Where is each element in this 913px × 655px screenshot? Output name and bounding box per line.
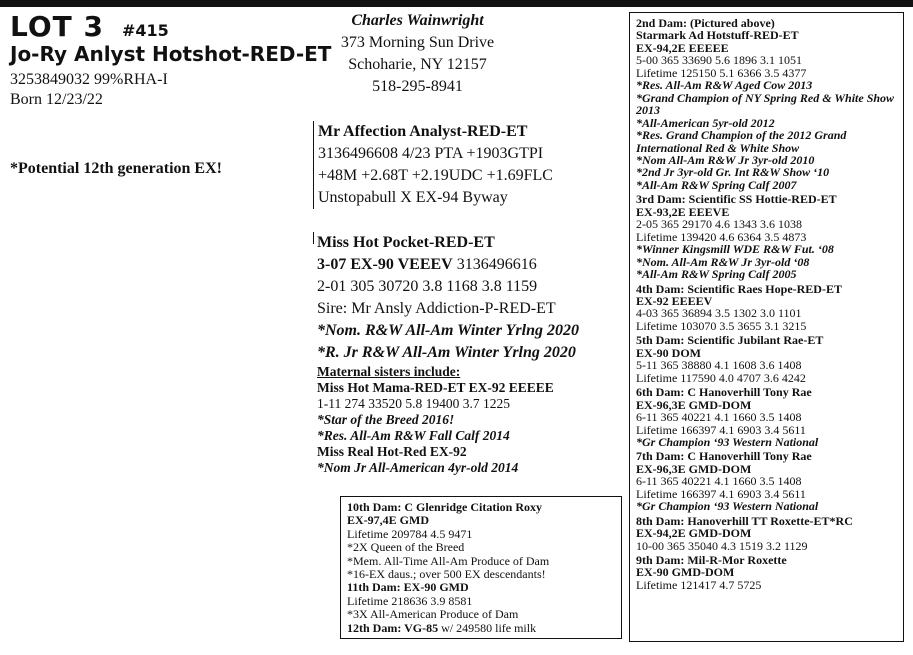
dam7-class: EX-96,3E GMD-DOM <box>636 461 752 476</box>
dam2-honor1: *Res. All-Am R&W Aged Cow 2013 <box>636 78 813 93</box>
top-rule <box>0 0 913 7</box>
dam7-lifetime: Lifetime 166397 4.1 6903 3.4 5611 <box>636 486 806 501</box>
breeder-block <box>320 10 515 98</box>
sister1-honor1: *Star of the Breed 2016! <box>317 412 455 427</box>
dam-sire: Sire: Mr Ansly Addiction-P-RED-ET <box>317 300 556 317</box>
birth-date: Born 12/23/22 <box>10 91 103 108</box>
dam12-title: 12th Dam: VG-85 <box>347 620 439 635</box>
sire-name: Mr Affection Analyst-RED-ET <box>318 123 528 140</box>
dam-block <box>317 232 627 476</box>
dam-honor2: *R. Jr R&W All-Am Winter Yrlng 2020 <box>317 344 576 361</box>
dam3-entry <box>636 193 897 280</box>
dam2-honor3: *All-American 5yr-old 2012 <box>636 115 775 130</box>
dam6-lifetime: Lifetime 166397 4.1 6903 3.4 5611 <box>636 422 806 437</box>
dam4-entry <box>636 283 897 333</box>
dam-honor1: *Nom. R&W All-Am Winter Yrlng 2020 <box>317 322 579 339</box>
dam12-line <box>347 622 617 635</box>
potential-note: *Potential 12th generation EX! <box>10 160 222 177</box>
dam12-rest: w/ 249580 life milk <box>438 620 537 635</box>
dam10-lifetime: Lifetime 209784 4.5 9471 <box>347 526 473 541</box>
dam6-record: 6-11 365 40221 4.1 1660 3.5 1408 <box>636 410 802 425</box>
breeder-address2: Schoharie, NY 12157 <box>348 56 487 73</box>
dam7-entry <box>636 450 897 512</box>
dam8-entry <box>636 515 897 552</box>
dam-record: 2-01 305 30720 3.8 1168 3.8 1159 <box>317 278 538 295</box>
dam3-honor2: *Nom. All-Am R&W Jr 3yr-old ‘08 <box>636 254 810 269</box>
maternal-header: Maternal sisters include: <box>317 364 461 379</box>
dam6-title: 6th Dam: C Hanoverhill Tony Rae <box>636 385 812 400</box>
sister2-name: Miss Real Hot-Red EX-92 <box>317 444 467 459</box>
dam2-honor7: *All-Am R&W Spring Calf 2007 <box>636 177 797 192</box>
dam-name: Miss Hot Pocket-RED-ET <box>317 234 495 251</box>
dam8-record: 10-00 365 35040 4.3 1519 3.2 1129 <box>636 538 808 553</box>
dam2-honor2: *Grand Champion of NY Spring Red & White Show 2013 <box>636 90 895 118</box>
dam-line1 <box>317 254 627 276</box>
dam4-title: 4th Dam: Scientific Raes Hope-RED-ET <box>636 281 842 296</box>
dam8-class: EX-94,2E GMD-DOM <box>636 526 752 541</box>
dam11-note: *3X All-American Produce of Dam <box>347 607 519 622</box>
maternal-sisters <box>317 364 627 476</box>
dam9-entry <box>636 554 897 591</box>
dam5-class: EX-90 DOM <box>636 345 701 360</box>
sire-line2: +48M +2.68T +2.19UDC +1.69FLC <box>318 167 553 184</box>
breeder-name: Charles Wainwright <box>351 12 484 29</box>
sire-line3: Unstopabull X EX-94 Byway <box>318 189 508 206</box>
dam6-entry <box>636 386 897 448</box>
dam3-honor3: *All-Am R&W Spring Calf 2005 <box>636 267 797 282</box>
dam9-class: EX-90 GMD-DOM <box>636 565 735 580</box>
dam5-title: 5th Dam: Scientific Jubilant Rae-ET <box>636 333 824 348</box>
dam3-lifetime: Lifetime 139420 4.6 6364 3.5 4873 <box>636 229 807 244</box>
dam4-record: 4-03 365 36894 3.5 1302 3.0 1101 <box>636 306 802 321</box>
dam2-lifetime: Lifetime 125150 5.1 6366 3.5 4377 <box>636 65 807 80</box>
sire-block <box>313 121 618 209</box>
dam3-record: 2-05 365 29170 4.6 1343 3.6 1038 <box>636 217 802 232</box>
sister1-record: 1-11 274 33520 5.8 19400 3.7 1225 <box>317 396 510 411</box>
dam11-title: 11th Dam: EX-90 GMD <box>347 580 469 595</box>
dam3-title: 3rd Dam: Scientific SS Hottie-RED-ET <box>636 192 837 207</box>
lot-label: LOT 3 <box>10 10 104 43</box>
dam11-lifetime: Lifetime 218636 3.9 8581 <box>347 593 473 608</box>
breeder-phone: 518-295-8941 <box>372 78 463 95</box>
dam10-note3: *16-EX daus.; over 500 EX descendants! <box>347 567 546 582</box>
dam8-title: 8th Dam: Hanoverhill TT Roxette-ET*RC <box>636 513 853 528</box>
dam3-honor1: *Winner Kingsmill WDE R&W Fut. ‘08 <box>636 242 834 257</box>
dam-classification: 3-07 EX-90 VEEEV <box>317 256 453 273</box>
sister1-honor2: *Res. All-Am R&W Fall Calf 2014 <box>317 428 510 443</box>
dam7-record: 6-11 365 40221 4.1 1660 3.5 1408 <box>636 474 802 489</box>
dam-registration: 3136496616 <box>452 256 537 273</box>
dam2-name: Starmark Ad Hotstuff-RED-ET <box>636 28 799 43</box>
dam5-entry <box>636 334 897 384</box>
dam10-class: EX-97,4E GMD <box>347 513 429 528</box>
dam2-honor5: *Nom All-Am R&W Jr 3yr-old 2010 <box>636 152 815 167</box>
dam6-honor1: *Gr Champion ‘93 Western National <box>636 434 819 449</box>
dam7-title: 7th Dam: C Hanoverhill Tony Rae <box>636 449 812 464</box>
dam7-honor1: *Gr Champion ‘93 Western National <box>636 499 819 514</box>
lot-header <box>10 10 169 43</box>
dam5-lifetime: Lifetime 117590 4.0 4707 3.6 4242 <box>636 370 806 385</box>
animal-name: Jo-Ry Anlyst Hotshot-RED-ET <box>10 42 332 66</box>
dam2-title: 2nd Dam: (Pictured above) <box>636 16 775 30</box>
dam10-title: 10th Dam: C Glenridge Citation Roxy <box>347 500 542 514</box>
dam10-note2: *Mem. All-Time All-Am Produce of Dam <box>347 553 550 568</box>
lot-number: #415 <box>121 21 169 40</box>
dam9-lifetime: Lifetime 121417 4.7 5725 <box>636 577 762 592</box>
dam2-honor6: *2nd Jr 3yr-old Gr. Int R&W Show ‘10 <box>636 165 830 180</box>
sister1-name: Miss Hot Mama-RED-ET EX-92 EEEEE <box>317 380 554 395</box>
dam6-class: EX-96,3E GMD-DOM <box>636 397 752 412</box>
dam5-record: 5-11 365 38880 4.1 1608 3.6 1408 <box>636 358 802 373</box>
ancestry-box-lower <box>340 496 622 639</box>
dam2-entry <box>636 17 897 191</box>
dam2-record: 5-00 365 33690 5.6 1896 3.1 1051 <box>636 53 802 68</box>
dam2-honor4: *Res. Grand Champion of the 2012 Grand International Red & White Show <box>636 128 847 155</box>
sister2-honor: *Nom Jr All-American 4yr-old 2014 <box>317 460 519 475</box>
breeder-address1: 373 Morning Sun Drive <box>340 34 495 51</box>
animal-info <box>10 70 168 110</box>
dam10-note1: *2X Queen of the Breed <box>347 540 465 555</box>
sire-line1: 3136496608 4/23 PTA +1903GTPI <box>318 145 544 162</box>
dam2-class: EX-94,2E EEEEE <box>636 40 729 55</box>
dam9-title: 9th Dam: Mil-R-Mor Roxette <box>636 553 787 568</box>
registration-line: 3253849032 99%RHA-I <box>10 71 168 88</box>
dam4-class: EX-92 EEEEV <box>636 293 713 308</box>
dam4-lifetime: Lifetime 103070 3.5 3655 3.1 3215 <box>636 318 807 333</box>
ancestry-box-right <box>629 12 904 642</box>
dam3-class: EX-93,2E EEEVE <box>636 204 730 219</box>
